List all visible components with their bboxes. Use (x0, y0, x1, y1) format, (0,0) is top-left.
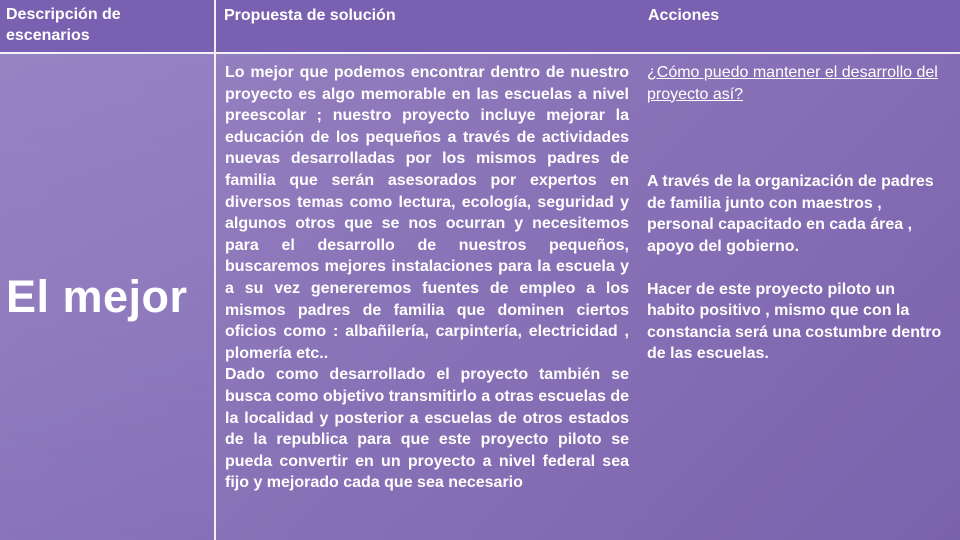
header-description: Descripción de escenarios (0, 0, 216, 52)
header-actions: Acciones (640, 0, 960, 52)
proposal-paragraph-1: Lo mejor que podemos encontrar dentro de nuestro proyecto es algo memorable en las escuelas a nivel preescolar ; nuestro proyecto incluye mejorar la educación de los pequeños a través de actividades nuevas desarrolladas por los mismos padres de familia que serán asesorados por expertos en diversos temas como lectura, ecología, seguridad y algunos otros que se nos ocurran y necesitemos para el desarrollo de nuestros pequeños, buscaremos mejores instalaciones para la escuela y a su vez genereremos fuentes de empleo a los mismos padres de familia que dominen ciertos oficios como : albañilería, carpintería, electricidad , plomería etc.. (225, 64, 629, 362)
actions-cell (640, 52, 960, 540)
header-proposal: Propuesta de solución (216, 0, 640, 52)
actions-answer-1: A través de la organización de padres de familia junto con maestros , personal capacitado en cada área , apoyo del gobierno. (647, 173, 934, 255)
proposal-cell (216, 52, 640, 540)
actions-question-link[interactable]: ¿Cómo puedo mantener el desarrollo del proyecto así? (647, 64, 938, 103)
actions-answer-2: Hacer de este proyecto piloto un habito positivo , mismo que con la constancia será una costumbre dentro de las escuelas. (647, 280, 942, 363)
scenario-cell (0, 52, 216, 540)
scenario-title: El mejor (6, 271, 188, 322)
proposal-paragraph-2: Dado como desarrollado el proyecto también se busca como objetivo transmitirlo a otras escuelas de la localidad y posterior a escuelas de otros estados de la republica para que este proyecto piloto se pueda convertir en un proyecto a nivel federal sea fijo y mejorado cada que sea necesario (225, 366, 629, 492)
